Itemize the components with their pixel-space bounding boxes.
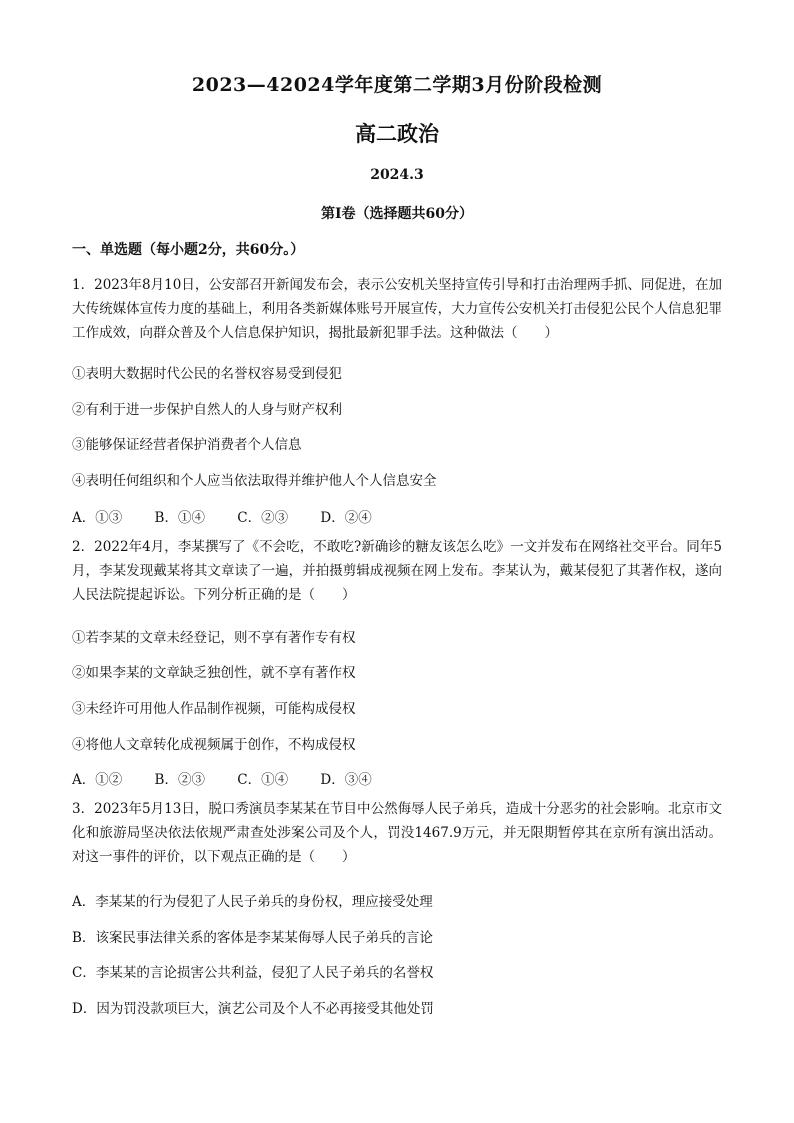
exam-title: 2023—42024学年度第二学期3月份阶段检测 bbox=[191, 74, 603, 96]
question-1-statement-1: ①表明大数据时代公民的名誉权容易受到侵犯 bbox=[72, 366, 342, 382]
question-3-option-b: B．该案民事法律关系的客体是李某某侮辱人民子弟兵的言论 bbox=[72, 930, 433, 946]
question-2-statement-2: ②如果李某的文章缺乏独创性，就不享有著作权 bbox=[72, 665, 356, 681]
question-1-stem: 1．2023年8月10日，公安部召开新闻发布会，表示公安机关坚持宣传引导和打击治理两手抓、同促进，在加大传统媒体宣传力度的基础上，利用各类新媒体账号开展宣传，大力宣传公安机关打击侵犯公民个人信息犯罪工作成效，向群众普及个人信息保护知识，揭批最新犯罪手法。这种做法（ ） bbox=[72, 277, 722, 341]
question-2-choice-c: C．①④ bbox=[237, 772, 289, 788]
question-1-choice-b: B．①④ bbox=[154, 510, 205, 526]
question-2-choice-a: A．①② bbox=[72, 772, 123, 788]
exam-subject: 高二政治 bbox=[355, 121, 439, 146]
question-2-statement-1: ①若李某的文章未经登记，则不享有著作专有权 bbox=[72, 630, 356, 646]
exam-date: 2024.3 bbox=[370, 167, 424, 183]
question-1-statement-3: ③能够保证经营者保护消费者个人信息 bbox=[72, 437, 302, 453]
question-2-choice-d: D．③④ bbox=[320, 772, 372, 788]
question-1-choices bbox=[72, 506, 400, 526]
question-2-choices bbox=[72, 768, 400, 788]
question-2-choice-b: B．②③ bbox=[154, 772, 205, 788]
question-2-stem: 2．2022年4月，李某撰写了《不会吃，不敢吃?新确诊的糖友该怎么吃》一文并发布在网络社交平台。同年5月，李某发现戴某将其文章读了一遍，并拍摄剪辑成视频在网上发布。李某认为，戴某侵犯了其著作权，遂向人民法院提起诉讼。下列分析正确的是（ ） bbox=[72, 539, 722, 603]
question-2-statement-3: ③未经许可用他人作品制作视频，可能构成侵权 bbox=[72, 701, 356, 717]
section-heading: 一、单选题（每小题2分，共60分。） bbox=[72, 242, 305, 258]
question-3-option-c: C．李某某的言论损害公共利益，侵犯了人民子弟兵的名誉权 bbox=[72, 965, 434, 981]
question-2-statement-4: ④将他人文章转化成视频属于创作，不构成侵权 bbox=[72, 737, 356, 753]
question-3-stem: 3．2023年5月13日，脱口秀演员李某某在节目中公然侮辱人民子弟兵，造成十分恶劣的社会影响。北京市文化和旅游局坚决依法依规严肃查处涉案公司及个人，罚没1467.9万元，并无限期暂停其在京所有演出活动。对这一事件的评价，以下观点正确的是（ ） bbox=[72, 801, 722, 865]
question-1-choice-a: A．①③ bbox=[72, 510, 123, 526]
question-3-option-a: A．李某某的行为侵犯了人民子弟兵的身份权，理应接受处理 bbox=[72, 894, 433, 910]
exam-volume-heading: 第Ⅰ卷（选择题共60分） bbox=[320, 206, 474, 222]
question-3-option-d: D．因为罚没款项巨大，演艺公司及个人不必再接受其他处罚 bbox=[72, 1001, 434, 1017]
question-1-choice-d: D．②④ bbox=[320, 510, 372, 526]
question-1-choice-c: C．②③ bbox=[237, 510, 289, 526]
question-1-statement-2: ②有利于进一步保护自然人的人身与财产权利 bbox=[72, 402, 342, 418]
question-1-statement-4: ④表明任何组织和个人应当依法取得并维护他人个人信息安全 bbox=[72, 473, 437, 489]
